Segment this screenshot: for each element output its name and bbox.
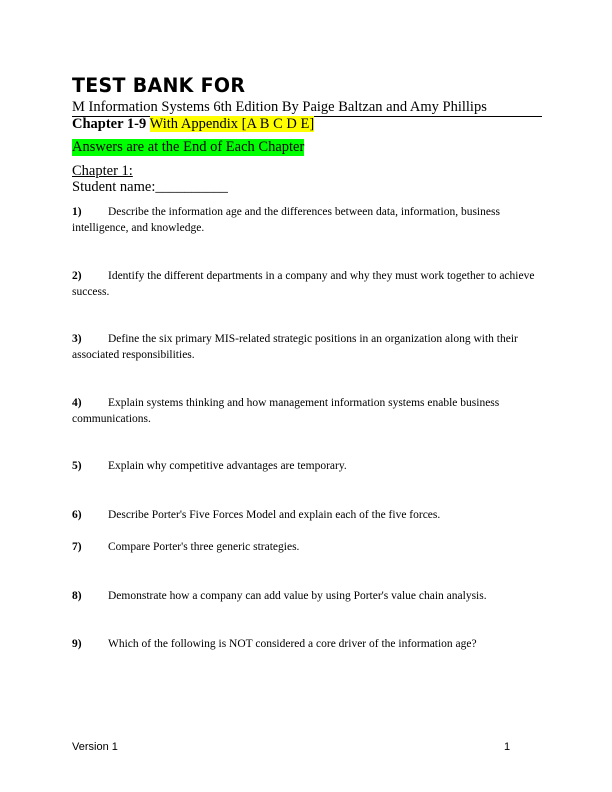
question-number: 1) bbox=[72, 206, 82, 218]
document-title: TEST BANK FOR bbox=[72, 74, 246, 98]
question-item bbox=[72, 507, 540, 523]
question-text: Identify the different departments in a company and why they must work together to achieve success. bbox=[72, 270, 535, 298]
question-item bbox=[72, 636, 540, 652]
question-item bbox=[72, 588, 540, 604]
book-subtitle: M Information Systems 6th Edition By Paige Baltzan and Amy Phillips bbox=[72, 99, 542, 117]
question-number: 2) bbox=[72, 270, 82, 282]
question-number: 6) bbox=[72, 509, 82, 521]
student-name-field: Student name:__________ bbox=[72, 179, 228, 195]
footer-version: Version 1 bbox=[72, 741, 118, 753]
question-text: Explain systems thinking and how management information systems enable business communications. bbox=[72, 397, 500, 425]
chapter-heading: Chapter 1: bbox=[72, 163, 133, 179]
chapter-range: Chapter 1-9 bbox=[72, 116, 147, 132]
question-item bbox=[72, 331, 540, 363]
question-text: Which of the following is NOT considered a core driver of the information age? bbox=[108, 638, 477, 650]
question-item bbox=[72, 458, 540, 474]
question-number: 4) bbox=[72, 397, 82, 409]
question-number: 8) bbox=[72, 590, 82, 602]
question-number: 5) bbox=[72, 460, 82, 472]
question-item bbox=[72, 395, 540, 427]
question-number: 7) bbox=[72, 541, 82, 553]
question-number: 9) bbox=[72, 638, 82, 650]
question-text: Explain why competitive advantages are temporary. bbox=[108, 460, 347, 472]
answers-note: Answers are at the End of Each Chapter bbox=[72, 139, 305, 155]
question-text: Define the six primary MIS-related strategic positions in an organization along with their associated responsibilities. bbox=[72, 333, 518, 361]
question-text: Demonstrate how a company can add value by using Porter's value chain analysis. bbox=[108, 590, 487, 602]
question-item bbox=[72, 268, 540, 300]
appendix-note: With Appendix [A B C D E] bbox=[149, 116, 315, 132]
question-text: Compare Porter's three generic strategies. bbox=[108, 541, 300, 553]
question-item bbox=[72, 204, 540, 236]
question-item bbox=[72, 539, 540, 555]
question-number: 3) bbox=[72, 333, 82, 345]
chapter-range-line bbox=[72, 116, 314, 133]
page-number: 1 bbox=[504, 741, 511, 753]
question-text: Describe the information age and the differences between data, information, business intelligence, and knowledge. bbox=[72, 206, 500, 234]
question-text: Describe Porter's Five Forces Model and explain each of the five forces. bbox=[108, 509, 441, 521]
